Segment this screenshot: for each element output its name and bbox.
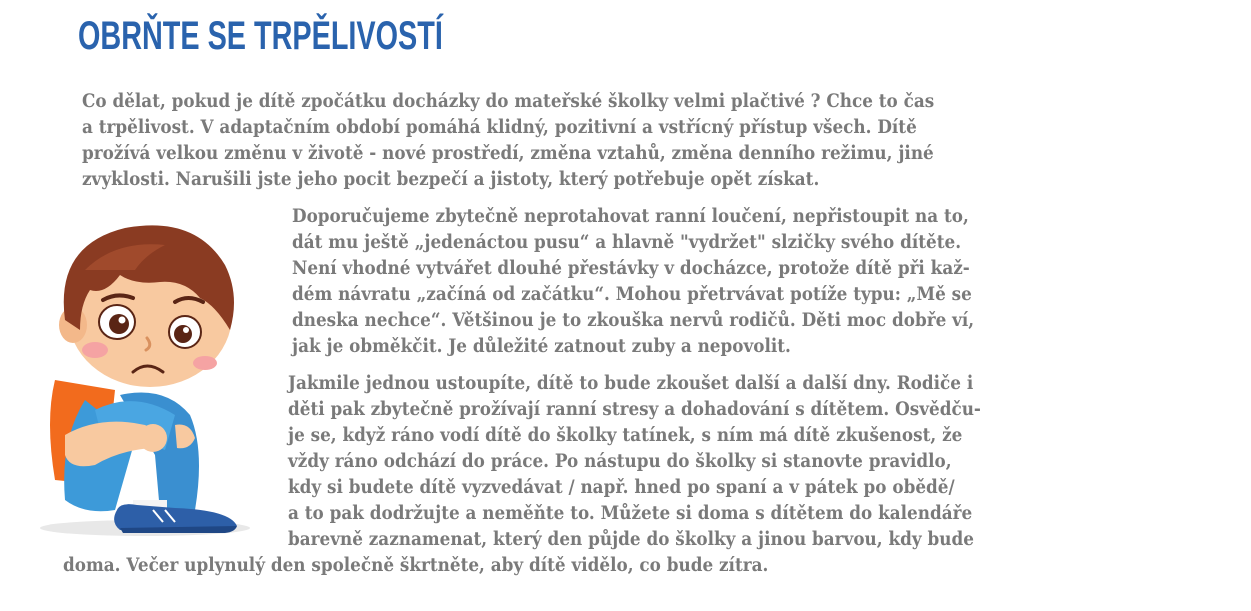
page-title: OBRŇTE SE TRPĚLIVOSTÍ bbox=[78, 14, 443, 58]
text-line: jak je obměkčit. Je důležité zatnout zuby a nepovolit. bbox=[292, 335, 791, 357]
text-line: Není vhodné vytvářet dlouhé přestávky v docházce, protože dítě při kaž- bbox=[292, 257, 970, 279]
text-line: a to pak dodržujte a neměňte to. Můžete si doma s dítětem do kalendáře bbox=[288, 502, 973, 524]
text-line: barevně zaznamenat, který den půjde do školky a jinou barvou, kdy bude bbox=[288, 528, 974, 550]
text-line: kdy si budete dítě vyzvedávat / např. hned po spaní a v pátek po obědě/ bbox=[288, 476, 955, 498]
text-line: prožívá velkou změnu v životě - nové prostředí, změna vztahů, změna denního režimu, jiné bbox=[82, 142, 934, 164]
text-line: dneska nechce“. Většinou je to zkouška nervů rodičů. Děti moc dobře ví, bbox=[292, 309, 975, 331]
text-line: a trpělivost. V adaptačním období pomáhá klidný, pozitivní a vstřícný přístup všech. Dítě bbox=[82, 116, 917, 138]
sad-child-illustration bbox=[25, 210, 255, 540]
text-line: je se, když ráno vodí dítě do školky tatínek, s ním má dítě zkušenost, že bbox=[288, 424, 963, 446]
text-line: Jakmile jednou ustoupíte, dítě to bude zkoušet další a další dny. Rodiče i bbox=[288, 372, 974, 394]
text-line: Co dělat, pokud je dítě zpočátku docházky do mateřské školky velmi plačtivé ? Chce to čas bbox=[82, 90, 935, 112]
text-line: dém návratu „začíná od začátku“. Mohou přetrvávat potíže typu: „Mě se bbox=[292, 283, 972, 305]
text-line: doma. Večer uplynulý den společně škrtněte, aby dítě vidělo, co bude zítra. bbox=[63, 554, 769, 576]
text-line: zvyklosti. Narušili jste jeho pocit bezpečí a jistoty, který potřebuje opět získat. bbox=[82, 168, 820, 190]
text-line: Doporučujeme zbytečně neprotahovat ranní loučení, nepřistoupit na to, bbox=[292, 205, 969, 227]
text-line: vždy ráno odchází do práce. Po nástupu do školky si stanovte pravidlo, bbox=[288, 450, 952, 472]
paragraph-intro bbox=[82, 88, 1045, 192]
text-line: děti pak zbytečně prožívají ranní stresy a dohadování s dítětem. Osvědču- bbox=[288, 398, 981, 420]
paragraph-farewell-advice bbox=[292, 203, 1063, 359]
paragraph-routine-advice bbox=[63, 370, 1071, 578]
text-line: dát mu ještě „jedenáctou pusu“ a hlavně "vydržet" slzičky svého dítěte. bbox=[292, 231, 962, 253]
